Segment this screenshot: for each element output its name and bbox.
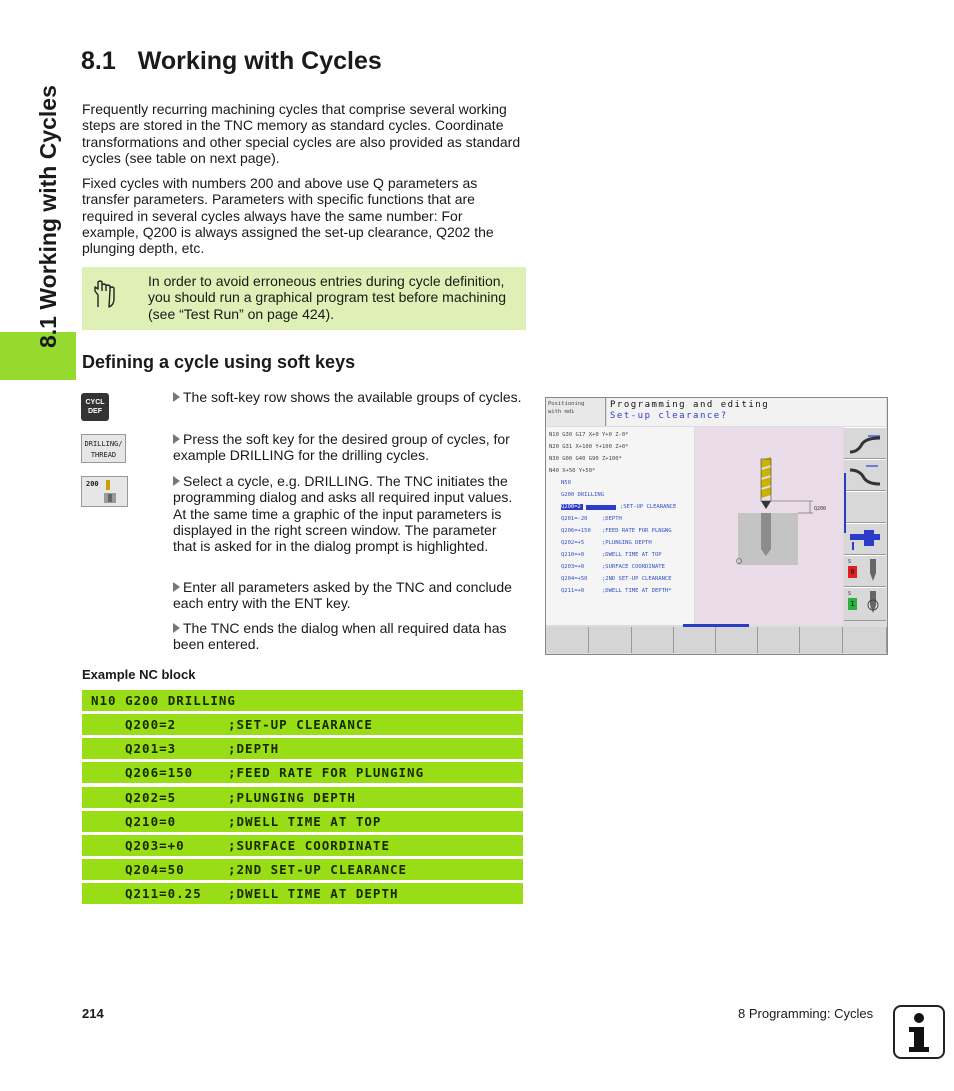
cycl-def-key[interactable] [81, 393, 109, 421]
info-icon [893, 1005, 945, 1059]
nc-comment: ;FEED RATE FOR PLUNGING [228, 765, 425, 780]
bottom-softkey[interactable] [546, 627, 589, 653]
bottom-softkey[interactable] [843, 627, 887, 653]
nc-code: Q210=0 [125, 814, 177, 829]
program-line: N50 [561, 480, 571, 486]
page-title [81, 47, 382, 76]
side-tab-label [28, 46, 64, 356]
program-line-highlight: Q200=2 [561, 504, 583, 510]
program-window [546, 427, 694, 625]
right-softkey-1[interactable] [844, 427, 886, 459]
chapter-title: 8 Programming: Cycles [738, 1006, 874, 1021]
step-1 [173, 389, 523, 405]
step-3-text: Select a cycle, e.g. DRILLING. The TNC initiates the programming dialog and asks all required input values. At the same time a graphic of the input parameters is displayed in the right screen window. The parameter that is asked for in the dialog prompt is highlighted. [173, 473, 513, 555]
nc-comment: ;DEPTH [228, 741, 280, 756]
bottom-softkey[interactable] [800, 627, 843, 653]
step-5-text: The TNC ends the dialog when all required data has been entered. [173, 620, 507, 653]
drilling-thread-line1: DRILLING/ [84, 440, 123, 448]
nc-comment: ;SET-UP CLEARANCE [228, 717, 373, 732]
cycle-200-label: 200 [86, 480, 99, 488]
program-line: Q203=+0 [561, 564, 585, 570]
spindle-s-label: S [848, 591, 852, 597]
bottom-softkey[interactable] [632, 627, 674, 653]
program-line: Q201=-20 [561, 516, 588, 522]
program-line: ;DWELL TIME AT TOP [602, 552, 662, 558]
spindle-rotate-icon [866, 591, 880, 615]
program-line: ;2ND SET-UP CLEARANCE [602, 576, 672, 582]
hand-pointing-icon [92, 279, 118, 309]
nc-row [82, 690, 523, 711]
example-title: Example NC block [82, 667, 196, 682]
program-line: ;DWELL TIME AT DEPTH* [602, 588, 672, 594]
cycle-200-softkey[interactable] [81, 476, 128, 507]
spindle-start-key[interactable] [844, 587, 886, 621]
drilling-thread-softkey[interactable] [81, 434, 126, 463]
drilling-graphic [695, 427, 843, 625]
nc-comment: ;DWELL TIME AT DEPTH [228, 886, 399, 901]
spindle-on-label: 1 [848, 598, 857, 610]
arrow-right-icon [173, 582, 180, 592]
drill-graphic-icon [100, 480, 122, 504]
intro-paragraph-2: Fixed cycles with numbers 200 and above use Q parameters as transfer parameters. Parameters with specific functions that are required in several cycles always have the same number: For example, Q200 is always assigned the set-up clearance, Q202 the plunging depth, etc. [82, 175, 494, 257]
program-line: N20 G31 X+100 Y+100 Z+0* [549, 444, 629, 450]
softkey-row-indicator [683, 624, 749, 627]
arrow-right-icon [173, 392, 180, 402]
note-box [82, 267, 526, 330]
step-1-text: The soft-key row shows the available groups of cycles. [183, 389, 522, 405]
nc-code: Q211=0.25 [125, 886, 202, 901]
note-text: In order to avoid erroneous entries during cycle definition, you should run a graphical program test before machining (see “Test Run” on page 424). [148, 273, 506, 322]
bottom-softkey[interactable] [589, 627, 632, 653]
program-line: N40 X+50 Y+50* [549, 468, 596, 474]
nc-row [82, 883, 523, 904]
program-line: Q204=+50 [561, 576, 588, 582]
nc-row [82, 738, 523, 759]
arrow-right-icon [173, 434, 180, 444]
program-line: ;FEED RATE FOR PLNGNG [602, 528, 672, 534]
screen-mode-line2: with mdi [548, 409, 575, 415]
nc-code: Q204=50 [125, 862, 185, 877]
program-line: ;SURFACE COORDINATE [602, 564, 665, 570]
highlight-bar [586, 505, 616, 510]
spindle-stop-key[interactable] [844, 555, 886, 587]
path-arrow-right-icon [844, 460, 886, 490]
right-softkey-4[interactable] [844, 523, 886, 555]
program-line: N30 G00 G40 G90 Z+100* [549, 456, 622, 462]
intro-paragraph-1: Frequently recurring machining cycles that comprise several working steps are stored in the TNC memory as standard cycles. Coordinate transformations and other special cycles are also provided as standard cycles (see table on next page). [82, 101, 521, 166]
coolant-icon [844, 524, 886, 554]
program-line: N10 G30 G17 X+0 Y+0 Z-0* [549, 432, 629, 438]
program-line: Q210=+0 [561, 552, 585, 558]
nc-code: Q200=2 [125, 717, 177, 732]
nc-code: Q202=5 [125, 790, 177, 805]
step-3 [173, 473, 523, 554]
step-2 [173, 431, 523, 464]
nc-row [82, 714, 523, 735]
nc-row [82, 859, 523, 880]
right-softkey-3[interactable] [844, 491, 886, 523]
step-4 [173, 579, 523, 612]
nc-row [82, 811, 523, 832]
nc-row [82, 787, 523, 808]
right-softkey-2[interactable] [844, 459, 886, 491]
graphic-window [695, 427, 843, 625]
section-title: Defining a cycle using soft keys [82, 352, 356, 372]
screen-prompt: Set-up clearance? [610, 411, 728, 421]
drilling-thread-line2: THREAD [90, 451, 117, 459]
screen-header [607, 398, 886, 426]
program-line: ;SET-UP CLEARANCE [620, 504, 677, 510]
spindle-s-label: S [848, 559, 852, 565]
nc-row [82, 762, 523, 783]
nc-comment: ;PLUNGING DEPTH [228, 790, 356, 805]
nc-code: Q206=150 [125, 765, 194, 780]
program-line: Q211=+0 [561, 588, 585, 594]
info-glyph [895, 1007, 943, 1057]
nc-comment: ;SURFACE COORDINATE [228, 838, 390, 853]
screen-mode [546, 398, 606, 426]
screen-title: Programming and editing [610, 400, 770, 410]
program-line: Q202=+5 [561, 540, 585, 546]
scroll-indicator [844, 473, 846, 533]
nc-code: N10 G200 DRILLING [91, 693, 236, 708]
tnc-screen [545, 397, 888, 655]
path-arrow-left-icon [844, 428, 886, 458]
step-5 [173, 620, 523, 653]
program-line: ;DEPTH [602, 516, 622, 522]
step-2-text: Press the soft key for the desired group of cycles, for example DRILLING for the drilling cycles. [173, 431, 510, 464]
cycl-def-key-line1: CYCL [85, 399, 105, 406]
page-number: 214 [82, 1006, 104, 1021]
nc-comment: ;2ND SET-UP CLEARANCE [228, 862, 408, 877]
bottom-softkey[interactable] [674, 627, 716, 653]
nc-comment: ;DWELL TIME AT TOP [228, 814, 382, 829]
nc-row [82, 835, 523, 856]
nc-code: Q203=+0 [125, 838, 185, 853]
svg-text:8.1 Working with Cycles: 8.1 Working with Cycles [35, 85, 61, 348]
arrow-right-icon [173, 476, 180, 486]
nc-code: Q201=3 [125, 741, 177, 756]
screen-mode-line1: Positioning [548, 401, 585, 407]
graphic-q200-label: Q200 [814, 506, 827, 512]
step-4-text: Enter all parameters asked by the TNC and conclude each entry with the ENT key. [173, 579, 512, 612]
bottom-softkey[interactable] [758, 627, 800, 653]
cycl-def-key-line2: DEF [88, 408, 102, 415]
title-text: Working with Cycles [137, 47, 382, 75]
arrow-right-icon [173, 623, 180, 633]
spindle-off-label: 0 [848, 566, 857, 578]
spindle-icon [866, 559, 880, 583]
program-line: Q206=+150 [561, 528, 591, 534]
bottom-softkey[interactable] [716, 627, 758, 653]
program-line: G200 DRILLING [561, 492, 605, 498]
program-line: ;PLUNGING DEPTH [602, 540, 652, 546]
title-number: 8.1 [81, 47, 116, 75]
